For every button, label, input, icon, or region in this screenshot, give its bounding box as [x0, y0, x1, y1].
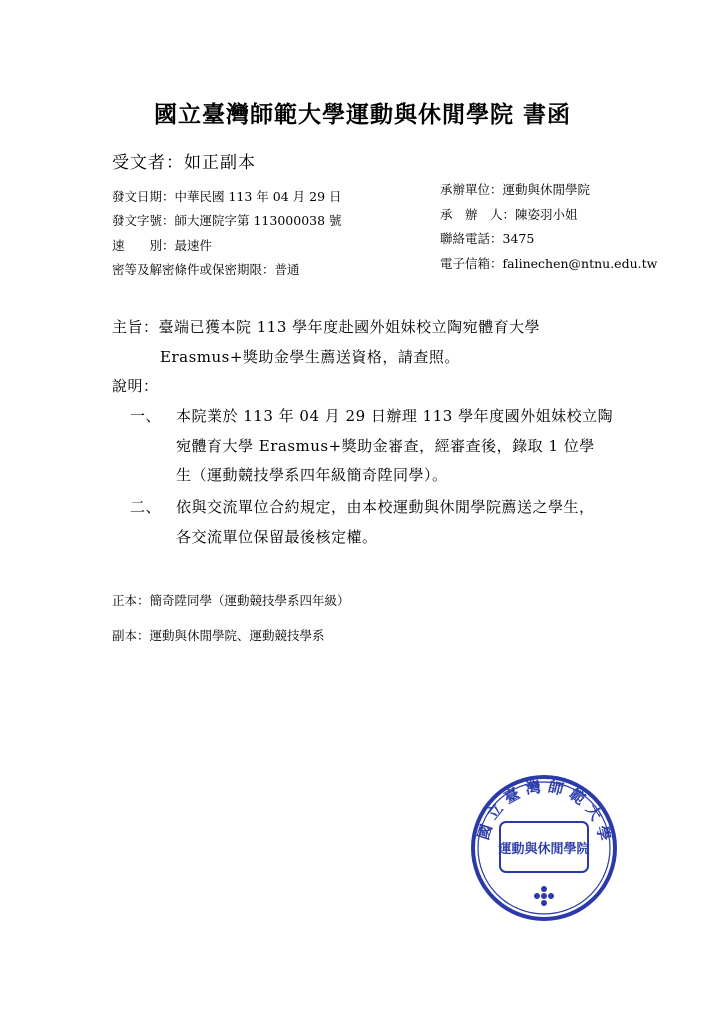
item-1-line-2: 宛體育大學 Erasmus+獎助金審查，經審查後，錄取 1 位學 [176, 437, 595, 455]
carbon-copy: 副本：運動與休閒學院、運動競技學系 [112, 628, 325, 643]
handling-unit: 承辦單位：運動與休閒學院 [440, 182, 591, 197]
subject-line-1: 主旨：臺端已獲本院 113 學年度赴國外姐妹校立陶宛體育大學 [112, 318, 541, 336]
original-copy: 正本：簡奇陞同學（運動競技學系四年級） [112, 593, 350, 608]
svg-text:國立臺灣師範大學 [474, 777, 615, 848]
security-level: 密等及解密條件或保密期限：普通 [112, 262, 300, 277]
seal-outer-text: 國立臺灣師範大學 [474, 777, 615, 849]
item-1-number: 一、 [130, 407, 162, 425]
contact-person: 承 辦 人：陳姿羽小姐 [440, 207, 578, 222]
item-2-line-2: 各交流單位保留最後核定權。 [176, 528, 378, 546]
item-1-line-3: 生（運動競技學系四年級簡奇陞同學）。 [176, 466, 448, 484]
contact-phone: 聯絡電話：3475 [440, 231, 535, 246]
recipient-line: 受文者：如正副本 [112, 153, 256, 173]
contact-email: 電子信箱：falinechen@ntnu.edu.tw [440, 256, 658, 271]
subject-line-2: Erasmus+獎助金學生薦送資格，請查照。 [160, 348, 460, 366]
item-1-line-1: 本院業於 113 年 04 月 29 日辦理 113 學年度國外姐妹校立陶 [176, 407, 614, 425]
document-title: 國立臺灣師範大學運動與休閒學院 書函 [153, 101, 571, 128]
item-2-line-1: 依與交流單位合約規定，由本校運動與休閒學院薦送之學生， [176, 498, 595, 516]
issue-date: 發文日期：中華民國 113 年 04 月 29 日 [112, 189, 342, 204]
seal-inner-text: 運動與休閒學院 [498, 842, 590, 857]
document-number: 發文字號：師大運院字第 113000038 號 [112, 213, 342, 228]
item-2-number: 二、 [130, 498, 162, 516]
explanation-label: 說明： [112, 377, 159, 395]
urgency: 速 別：最速件 [112, 238, 213, 253]
official-seal [470, 772, 618, 924]
flower-emblem-icon [534, 886, 554, 906]
